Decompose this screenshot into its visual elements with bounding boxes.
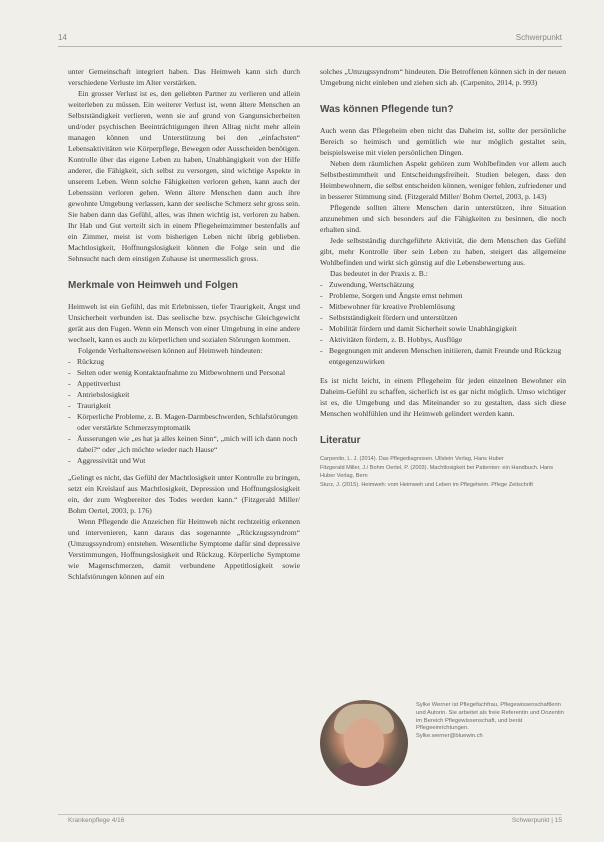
left-column (68, 66, 300, 582)
paragraph: Neben dem räumlichen Aspekt gehören zum Wohlbefinden vor allem auch Selbstbestimmtheit und Entscheidungsfreiheit. Studien belegen, dass den Heimbewohnern, die selbst entscheiden können, weniger fehlen, zufriedener und in besserer Stimmung sind. (Fitzgerald Miller/ Bohm Oertel, 2003, p. 143) (320, 159, 566, 201)
paragraph: Auch wenn das Pflegeheim eben nicht das Daheim ist, sollte der persönliche Bereich so heimisch und gemütlich wie nur möglich gestaltet sein, beispielsweise mit vielen persönlichen Dingen. (320, 126, 566, 157)
paragraph: Wenn Pflegende die Anzeichen für Heimweh nicht rechtzeitig erkennen und intervenieren, kann daraus das sogenannte „Rückzugssyndrom“ (Umzugssyndrom) entstehen. Wesentliche Symptome dafür sind depressive Verstimmungen, Hoffnungslosigkeit und Rückzug. Körperliche Symptome wie Magenschmerzen, damit verbundene Appetitlosigkeit sowie Schlafstörungen können auf ein (68, 517, 300, 581)
footer-right: Schwerpunkt | 15 (511, 817, 562, 824)
paragraph: solches „Umzugssyndrom“ hindeuten. Die Betroffenen können sich in der neuen Umgebung nicht einleben und ziehen sich ab. (Carpenito, 2014, p. 993) (320, 67, 566, 87)
paragraph: Jede selbstständig durchgeführte Aktivität, die dem Menschen das Gefühl gibt, mehr Kontrolle über sein Leben zu haben, steigert das allgemeine Wohlbefinden und wirkt sich günstig auf die Lebensbewertung aus. (320, 236, 566, 267)
heading-pflegende: Was können Pflegende tun? (320, 104, 454, 115)
heading-merkmale: Merkmale von Heimweh und Folgen (68, 280, 239, 291)
reference: Sturz, J. (2015). Heimweh: vom Heimweh und Leben im Pflegeheim. Pflege Zeitschrift (320, 482, 533, 489)
author-photo (320, 700, 408, 786)
list-item: - Körperliche Probleme, z. B. Magen-Darmbeschwerden, Schlafstörungen oder verstärkte Schmerzsymptomatik (68, 411, 300, 433)
quote-paragraph: „Gelingt es nicht, das Gefühl der Machtlosigkeit unter Kontrolle zu bringen, setzt ein Kreislauf aus Machtlosigkeit, Depression und Hoffnungslosigkeit ein, der zum Wegbereiter des Todes werden kann.“ (Fitzgerald Miller/ Bohm Oertel, 2003, p. 176) (68, 473, 300, 515)
list-item: - Antriebslosigkeit (68, 389, 300, 400)
list-item: - Aggressivität und Wut (68, 455, 300, 466)
paragraph: Es ist nicht leicht, in einem Pflegeheim für jeden einzelnen Bewohner ein Daheim-Gefühl zu schaffen, sicherlich ist es gar nicht möglich. Umso wichtiger ist es, die Umgebung und das Miteinander so zu gestalten, dass sich diese Menschen wohlfühlen und ihr Heimweh gelindert werden kann. (320, 376, 566, 418)
paragraph: unter Gemeinschaft integriert haben. Das Heimweh kann sich durch verschiedene Verluste im Alter verstärken. (68, 67, 300, 87)
footer (58, 814, 562, 825)
list-item: - Traurigkeit (68, 400, 300, 411)
footer-left: Krankenpflege 4/16 (68, 817, 125, 824)
paragraph: Folgende Verhaltensweisen können auf Heimweh hindeuten: (78, 346, 263, 355)
list-item: - Begegnungen mit anderen Menschen initiieren, damit Freunde und Rückzug entgegenzuwirken (320, 345, 566, 367)
paragraph: Ein grosser Verlust ist es, den geliebten Partner zu verlieren und allein weiterleben zu müssen. Ein weiterer Verlust ist, wenn ältere Menschen an Selbstständigkeit verlieren, wenn sie auf grund von Gangunsicherheiten und/oder psychischen Beeinträchtigungen ihren Alltag nicht mehr allein managen können und Unterstützung bei den „einfachsten“ Lebensaktivitäten wie Körperpflege, Bewegen oder Ausscheiden benötigen. Kontrolle über das eigene Leben zu haben, Unabhängigkeit von der Hilfe anderer, die Fähigkeit, sich selbst zu versorgen, sind wichtige Aspekte in unserem Leben. Wenn solche Fähigkeiten verloren gehen, kann auch der Lebenssinn verloren gehen. Wenn ältere Menschen dann auch ihre gewohnte Umgebung verlassen, kann der seelische Schmerz sehr gross sein. Sie haben dann das Gefühl, alles, was ihnen wichtig ist, verloren zu haben. Ihr Hab und Gut verteilt sich in einem Pflegeheimzimmer bestenfalls auf ein Zimmer, meist ist vom bisherigen Leben nicht übrig geblieben. Machtlosigkeit, Hoffnungslosigkeit können die Folge sein und die Sehnsucht nach dem einstigen Zuhause ist unermesslich gross. (68, 89, 300, 263)
list-item: - Rückzug (68, 356, 300, 367)
list-item: - Selbstständigkeit fördern und unterstützen (320, 312, 566, 323)
list-item: - Probleme, Sorgen und Ängste ernst nehmen (320, 290, 566, 301)
running-head (58, 34, 562, 47)
list-item: - Mobilität fördern und damit Sicherheit sowie Unabhängigkeit (320, 323, 566, 334)
section-title: Schwerpunkt (515, 33, 562, 42)
reference: Carpenito, L. J. (2014). Das Pflegediagnosen. Ullstein Verlag, Hans Huber (320, 456, 504, 462)
paragraph: Pflegende sollten ältere Menschen darin unterstützen, ihre Situation anzunehmen und sich besonders auf die Fähigkeiten zu besinnen, die noch erhalten sind. (320, 203, 566, 234)
list-item: - Zuwendung, Wertschätzung (320, 279, 566, 290)
page-number: 14 (58, 33, 67, 42)
symptom-list (68, 356, 300, 466)
list-item: - Aktivitäten fördern, z. B. Hobbys, Ausflüge (320, 334, 566, 345)
paragraph: Heimweh ist ein Gefühl, das mit Erlebnissen, tiefer Traurigkeit, Ängst und Unsicherheit verbunden ist. Das seelische bzw. psychische Gleichgewicht gerät aus den Fugen. Wenn ein Mensch von einer Umgebung in eine andere wechselt, kann es auch zu körperlichen und sozialen Störungen kommen. (68, 302, 300, 344)
author-bio-text: Sylke Werner ist Pflegefachfrau, Pflegewissenschaftlerin und Autorin. Sie arbeitet als freie Referentin und Dozentin im Bereich Pflegewissenschaft, und berät Pflegeeinrichtungen. (416, 702, 564, 732)
author-box (320, 700, 566, 788)
measures-list (320, 279, 566, 367)
reference: Fitzgerald Miller, J./ Bohm Oertel, P. (2003). Machtlosigkeit bei Patienten: ein Handbuch. Hans Huber Verlag, Bern (320, 465, 554, 479)
author-bio (416, 702, 566, 741)
heading-literatur: Literatur (320, 435, 361, 446)
list-item: - Mitbewohner für kreative Problemlösung (320, 301, 566, 312)
author-email[interactable]: Sylke.werner@bluewin.ch (416, 733, 483, 740)
right-column (320, 66, 566, 492)
list-item: - Selten oder wenig Kontaktaufnahme zu Mitbewohnern und Personal (68, 367, 300, 378)
paragraph: Das bedeutet in der Praxis z. B.: (330, 269, 428, 278)
list-item: - Appetitverlust (68, 378, 300, 389)
list-item: - Äusserungen wie „es hat ja alles keinen Sinn“, „mich will ich dann noch dabei?“ oder „ich möchte wieder nach Hause“ (68, 433, 300, 455)
